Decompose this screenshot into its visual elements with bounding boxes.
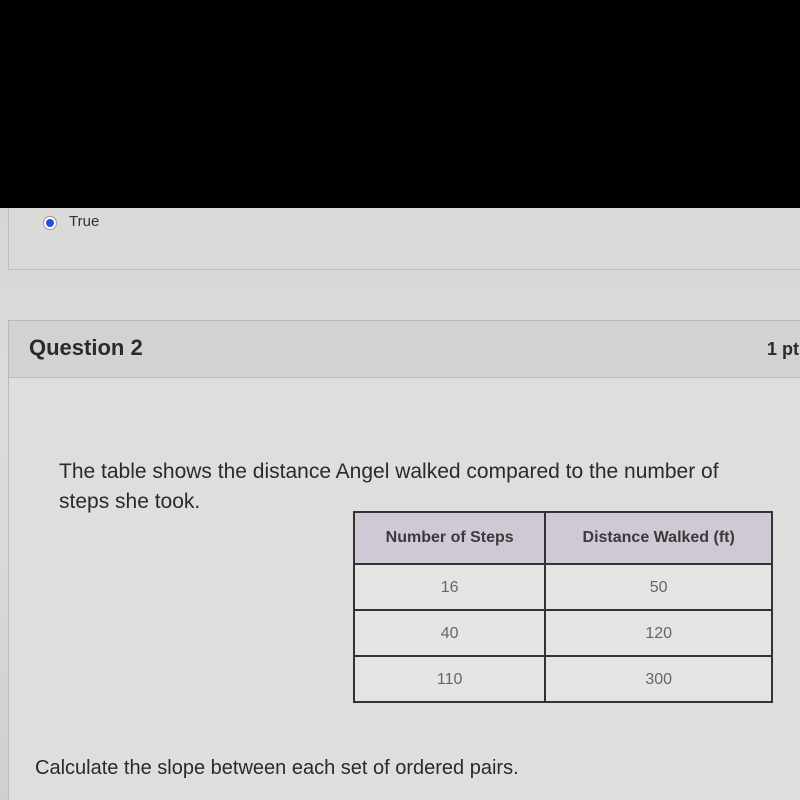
quiz-page bbox=[0, 208, 800, 800]
question-header bbox=[9, 321, 800, 378]
table-cell-distance: 300 bbox=[545, 656, 772, 702]
table-row bbox=[354, 656, 772, 702]
table-cell-steps: 110 bbox=[354, 656, 545, 702]
previous-answer-box bbox=[8, 208, 800, 270]
table-header-row bbox=[354, 512, 772, 564]
steps-distance-table bbox=[353, 511, 773, 703]
question-prompt: The table shows the distance Angel walked compared to the number of steps she took. bbox=[59, 460, 719, 513]
table-cell-steps: 40 bbox=[354, 610, 545, 656]
column-header-steps: Number of Steps bbox=[354, 512, 545, 564]
table-cell-distance: 120 bbox=[545, 610, 772, 656]
table-row bbox=[354, 564, 772, 610]
black-overlay-area bbox=[0, 0, 800, 208]
question-instruction: Calculate the slope between each set of ordered pairs. bbox=[35, 757, 519, 779]
table-cell-steps: 16 bbox=[354, 564, 545, 610]
question-points: 1 pt bbox=[767, 339, 800, 359]
table-cell-distance: 50 bbox=[545, 564, 772, 610]
question-card bbox=[8, 320, 800, 800]
table-row bbox=[354, 610, 772, 656]
column-header-distance: Distance Walked (ft) bbox=[545, 512, 772, 564]
radio-option-label[interactable]: True bbox=[69, 213, 100, 230]
question-title: Question 2 bbox=[29, 335, 143, 360]
radio-selected-icon[interactable] bbox=[43, 216, 57, 230]
